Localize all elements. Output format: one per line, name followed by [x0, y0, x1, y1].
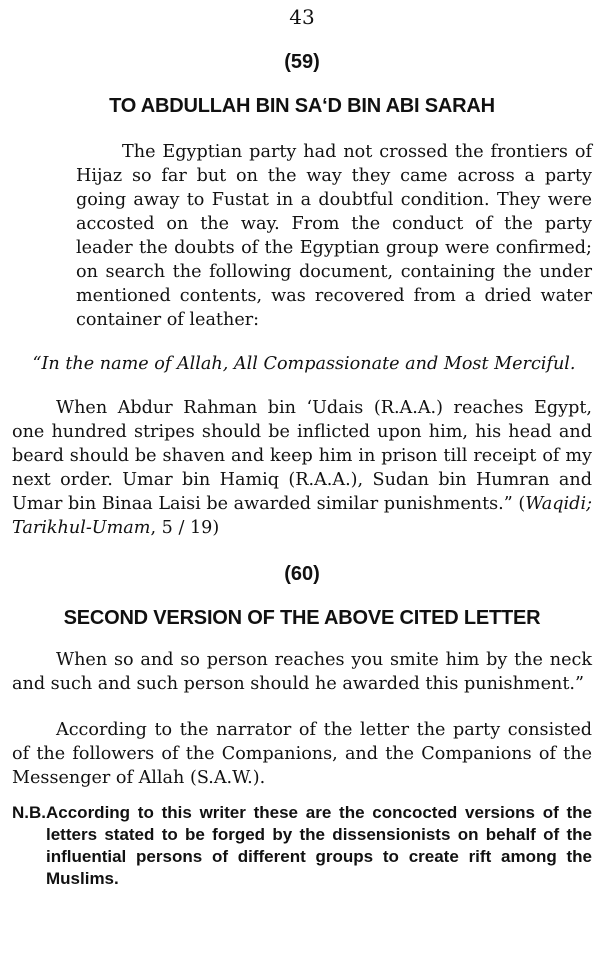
intro-paragraph: The Egyptian party had not crossed the frontiers of Hijaz so far but on the way they came across a party going away to Fustat in a doubtful condition. They were accosted on the way. From the conduct of the party leader the doubts of the Egyptian group were confirmed; on search the following document, containing the under mentioned contents, was recovered from a dried water container of leather:: [76, 142, 592, 330]
letter-number-60: (60): [284, 563, 320, 585]
letter-heading-60: SECOND VERSION OF THE ABOVE CITED LETTER: [63, 607, 541, 629]
letter-body-paragraph: [12, 396, 592, 540]
narrator-paragraph: According to the narrator of the letter the party consisted of the followers of the Companions, and the Companions of the Messenger of Allah (S.A.W.).: [12, 720, 592, 788]
note-block: [12, 802, 592, 890]
letter-heading-59: TO ABDULLAH BIN SA‘D BIN ABI SARAH: [109, 95, 495, 117]
note-text: According to this writer these are the concocted versions of the letters stated to be forged by the dissensionists on behalf of the influential persons of different groups to create rift among the Muslims.: [46, 803, 592, 888]
note-label: N.B.: [12, 803, 46, 822]
letter-number-59: (59): [284, 51, 320, 73]
letter-body-text: When Abdur Rahman bin ‘Udais (R.A.A.) reaches Egypt, one hundred stripes should be inflicted upon him, his head and beard should be shaven and keep him in prison till receipt of my next order. Umar bin Hamiq (R.A.A.), Sudan bin Humran and Umar bin Binaa Laisi be awarded similar punishments.” (: [12, 398, 592, 514]
page-number: 43: [289, 5, 315, 29]
citation-reference: , 5 / 19): [150, 518, 220, 538]
citation-source: Waqidi; Tarikhul-Umam: [12, 494, 592, 538]
second-version-paragraph: When so and so person reaches you smite him by the neck and such and such person should he awarded this punishment.”: [12, 650, 592, 694]
letter-quote-opening: “In the name of Allah, All Compassionate and Most Merciful.: [32, 354, 576, 374]
